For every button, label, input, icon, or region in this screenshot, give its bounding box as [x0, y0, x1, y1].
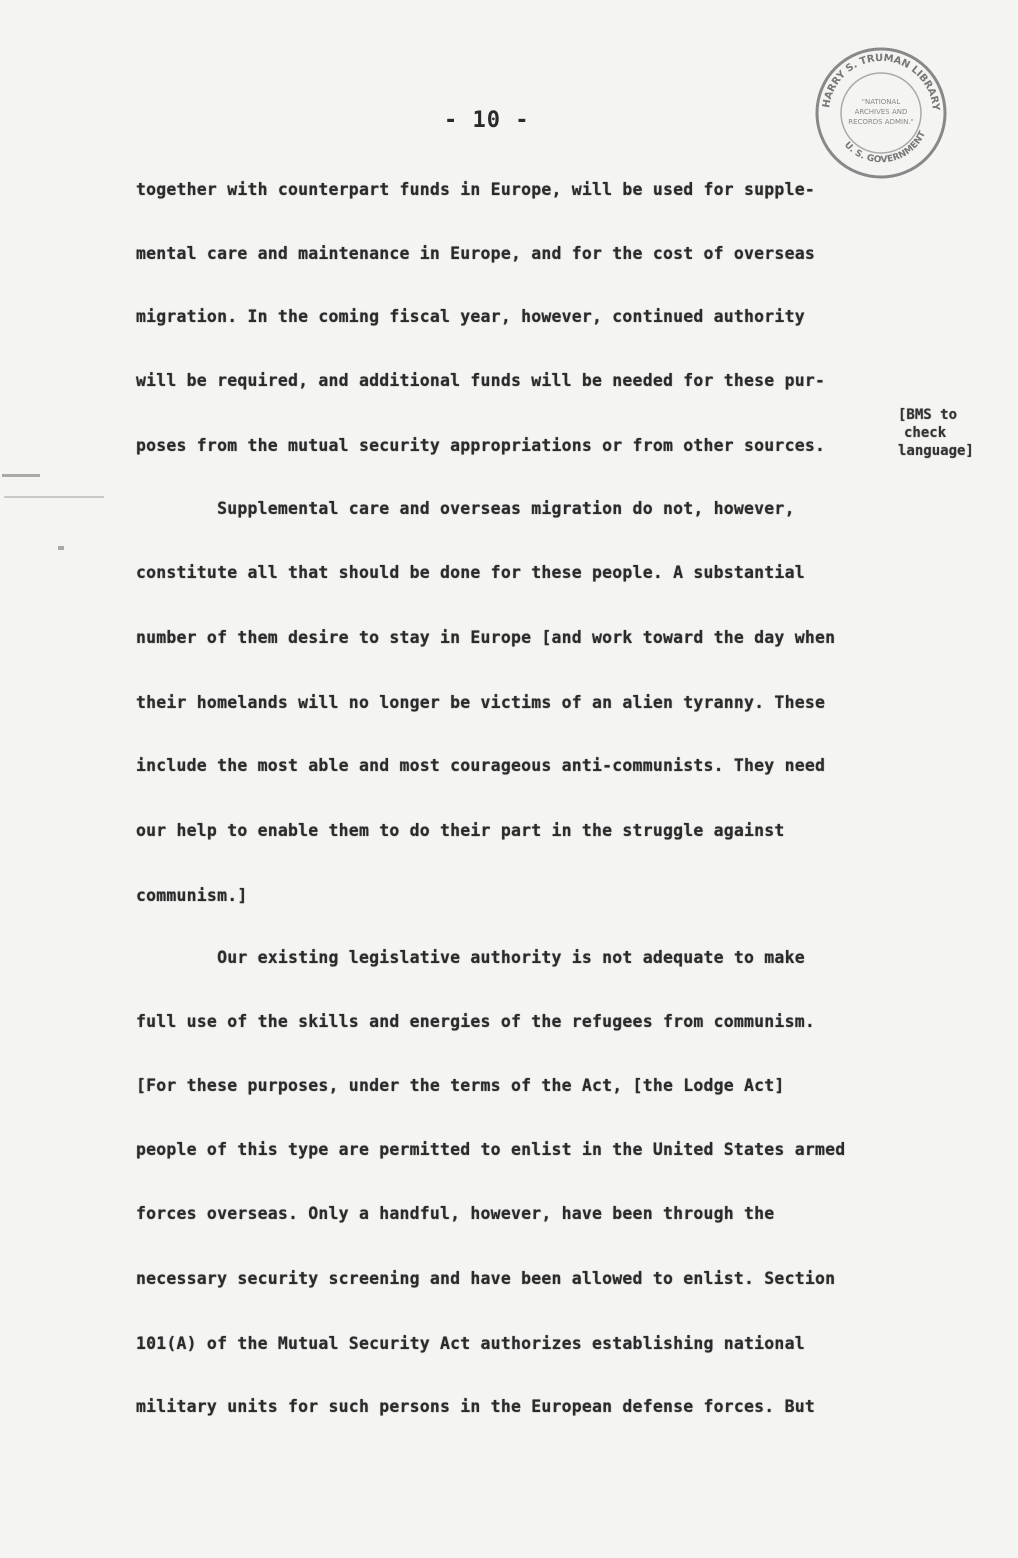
text-line: 101(A) of the Mutual Security Act authorizes establishing national: [136, 1334, 805, 1353]
text-line: number of them desire to stay in Europe [and work toward the day when: [136, 628, 836, 647]
text-line: forces overseas. Only a handful, however, have been through the: [136, 1204, 775, 1223]
text-line: necessary security screening and have been allowed to enlist. Section: [136, 1269, 836, 1288]
library-stamp: [812, 44, 950, 182]
margin-scratch-mark: [58, 546, 64, 550]
text-line: Our existing legislative authority is not adequate to make: [136, 948, 805, 967]
svg-text:"NATIONAL: "NATIONAL: [861, 98, 901, 106]
margin-note: [898, 406, 1008, 460]
margin-scratch-mark: [4, 496, 104, 498]
text-line: poses from the mutual security appropriations or from other sources.: [136, 436, 826, 455]
text-line: communism.]: [136, 886, 248, 905]
margin-scratch-mark: [2, 474, 40, 477]
text-line: full use of the skills and energies of the refugees from communism.: [136, 1012, 815, 1031]
margin-note-line: [BMS to: [898, 407, 958, 423]
text-line: military units for such persons in the European defense forces. But: [136, 1397, 815, 1416]
text-line: mental care and maintenance in Europe, and for the cost of overseas: [136, 244, 815, 263]
svg-text:ARCHIVES AND: ARCHIVES AND: [854, 108, 908, 116]
svg-text:RECORDS ADMIN.": RECORDS ADMIN.": [848, 118, 914, 126]
margin-note-line: check: [904, 425, 947, 441]
text-line: constitute all that should be done for these people. A substantial: [136, 563, 805, 582]
text-line: their homelands will no longer be victims of an alien tyranny. These: [136, 693, 826, 712]
page-number: - 10 -: [444, 108, 530, 133]
svg-text:U. S. GOVERNMENT: U. S. GOVERNMENT: [841, 129, 929, 166]
text-line: [For these purposes, under the terms of the Act, [the Lodge Act]: [136, 1076, 785, 1095]
text-line: together with counterpart funds in Europe, will be used for supple-: [136, 180, 815, 199]
text-line: our help to enable them to do their part in the struggle against: [136, 821, 785, 840]
text-line: migration. In the coming fiscal year, however, continued authority: [136, 307, 805, 326]
svg-text:HARRY S. TRUMAN LIBRARY: HARRY S. TRUMAN LIBRARY: [821, 52, 942, 112]
text-line: will be required, and additional funds will be needed for these pur-: [136, 371, 826, 390]
text-line: include the most able and most courageous anti-communists. They need: [136, 756, 826, 775]
text-line: people of this type are permitted to enlist in the United States armed: [136, 1140, 846, 1159]
margin-note-line: language]: [898, 443, 974, 459]
text-line: Supplemental care and overseas migration do not, however,: [136, 499, 795, 518]
